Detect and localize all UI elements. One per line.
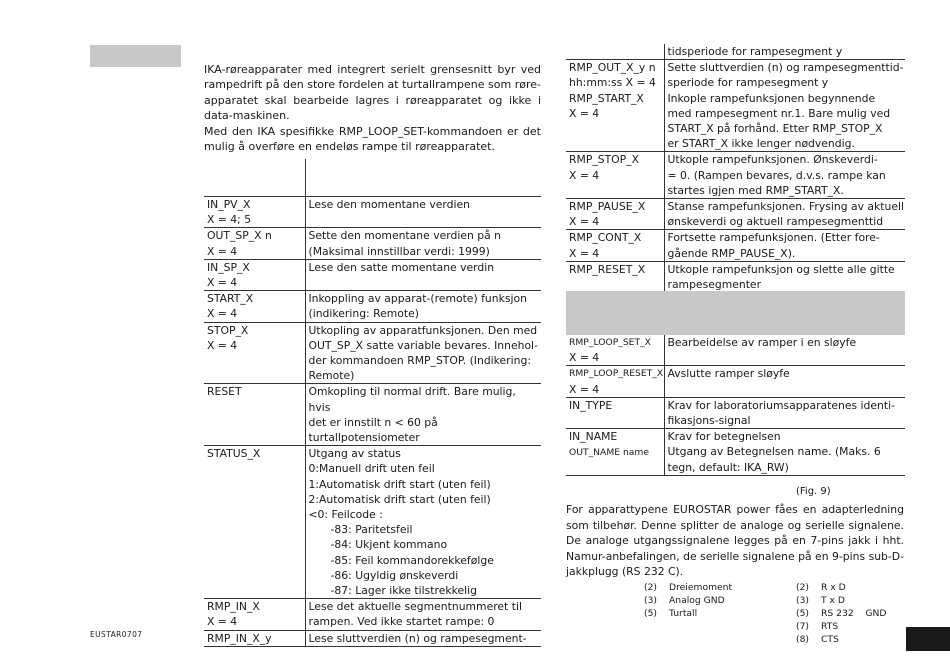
- command-text: X = 4: [207, 338, 238, 352]
- table-row: [566, 230, 905, 261]
- error-code-text: -83: Paritetsfeil: [330, 523, 413, 537]
- pin-item: [796, 620, 886, 633]
- table-row: [566, 91, 905, 152]
- description-text: 1:Automatisk drift start (uten feil): [308, 477, 491, 491]
- description-text: START_X på forhånd. Etter RMP_STOP_X: [667, 122, 883, 136]
- left-command-table: [204, 159, 541, 647]
- description-text: Utgang av Betegnelsen name. (Maks. 6: [667, 445, 881, 459]
- figure-label: (Fig. 9): [796, 486, 831, 497]
- pin-number: (2): [796, 582, 810, 593]
- description-cell: [664, 199, 905, 230]
- command-text: X = 4: [207, 307, 238, 321]
- table-row: [204, 291, 541, 322]
- command-text: START_X: [207, 292, 254, 306]
- description-text: 0:Manuell drift uten feil: [308, 462, 435, 476]
- command-text: OUT_NAME name: [569, 447, 650, 459]
- command-text: hh:mm:ss X = 4: [569, 76, 656, 90]
- table-row: [204, 228, 541, 259]
- command-cell: [204, 599, 305, 630]
- description-cell: [305, 630, 541, 646]
- pin-label: RTS: [821, 621, 839, 632]
- right-command-table-2: [566, 335, 905, 476]
- description-text: = 0. (Rampen bevares, d.v.s. rampe kan: [667, 168, 886, 182]
- description-cell: [305, 322, 541, 384]
- pin-label: Turtall: [669, 608, 698, 619]
- pin-number: (2): [644, 582, 658, 593]
- description-text: Krav for laboratoriumsapparatenes identi-: [667, 398, 896, 412]
- pin-label: Dreiemoment: [669, 582, 733, 593]
- command-cell: [566, 429, 664, 476]
- description-text: Omkopling til normal drift. Bare mulig, hvis: [308, 385, 516, 414]
- command-cell: [566, 60, 664, 91]
- description-cell: [305, 446, 541, 599]
- description-cell: [305, 228, 541, 259]
- command-text: IN_PV_X: [207, 198, 251, 211]
- command-text: IN_NAME: [569, 430, 618, 444]
- description-cell: [305, 197, 541, 228]
- description-text: Utkople rampefunksjon og slette alle gitte: [667, 262, 895, 276]
- pin-label: Analog GND: [669, 595, 725, 606]
- table-row: [204, 259, 541, 290]
- description-cell: [664, 44, 905, 60]
- pin-number: (3): [796, 595, 810, 606]
- description-text: Avslutte ramper sløyfe: [667, 367, 790, 381]
- pin-number: (8): [796, 634, 810, 645]
- command-text: X = 4: [207, 276, 238, 290]
- table-group-header: [566, 291, 905, 335]
- command-text: IN_SP_X: [207, 260, 250, 274]
- command-cell: [204, 384, 305, 446]
- pin-list-serial: [796, 581, 886, 646]
- description-cell: [664, 261, 905, 292]
- error-code-text: -86: Ugyldig ønskeverdi: [330, 568, 459, 582]
- description-cell: [305, 384, 541, 446]
- error-code-text: -87: Lager ikke tilstrekkelig: [330, 584, 477, 598]
- table-row: [204, 630, 541, 646]
- table-row: [566, 366, 905, 397]
- description-cell: [664, 91, 905, 152]
- command-text: X = 4: [207, 244, 238, 258]
- description-text: gående RMP_PAUSE_X).: [667, 246, 796, 260]
- description-text: Lese den momentane verdien: [308, 198, 470, 211]
- command-text: X = 4: [569, 168, 600, 182]
- command-text: RMP_CONT_X: [569, 231, 642, 245]
- table-row: [204, 197, 541, 228]
- pin-label: RS 232 GND: [821, 608, 887, 619]
- description-text: Krav for betegnelsen: [667, 430, 781, 444]
- command-cell: [204, 259, 305, 290]
- command-text: X = 4: [207, 615, 238, 629]
- command-cell: [204, 228, 305, 259]
- pin-item: [644, 594, 732, 607]
- command-text: X = 4: [569, 351, 600, 365]
- pin-number: (7): [796, 621, 810, 632]
- description-text: Fortsette rampefunksjonen. (Etter fore-: [667, 231, 880, 245]
- description-text: speriode for rampesegment y: [667, 76, 829, 90]
- command-text: RMP_LOOP_RESET_X: [569, 368, 664, 380]
- command-text: RMP_LOOP_SET_X: [569, 337, 651, 348]
- description-text: Lese sluttverdien (n) og rampesegment-: [308, 631, 527, 645]
- pin-number: (5): [796, 608, 810, 619]
- command-text: X = 4: [569, 246, 600, 260]
- description-text: rampesegmenter: [667, 278, 762, 292]
- table-row: [204, 322, 541, 384]
- pin-item: [796, 594, 886, 607]
- description-cell: [664, 60, 905, 91]
- command-text: X = 4: [569, 106, 600, 120]
- table-row: [566, 335, 905, 366]
- table-header-row: [204, 159, 541, 197]
- description-text: Sette den momentane verdien på n: [308, 229, 501, 243]
- command-cell: [566, 199, 664, 230]
- command-text: RMP_PAUSE_X: [569, 200, 646, 214]
- description-text: Inkoppling av apparat-(remote) funksjon: [308, 292, 527, 306]
- table-row: [566, 397, 905, 428]
- command-text: STOP_X: [207, 323, 249, 337]
- command-text: RESET: [207, 385, 242, 399]
- command-cell: [204, 197, 305, 228]
- description-text: Lese det aktuelle segmentnummeret til: [308, 600, 522, 614]
- right-command-table: [566, 44, 905, 293]
- table-row: [204, 599, 541, 630]
- command-cell: [566, 261, 664, 292]
- description-text: ønskeverdi og aktuell rampesegmenttid: [667, 215, 884, 229]
- command-text: RMP_IN_X: [207, 600, 260, 614]
- footer-code: EUSTAR0707: [90, 630, 143, 639]
- command-cell: [204, 630, 305, 646]
- command-cell: [566, 230, 664, 261]
- description-text: 2:Automatisk drift start (uten feil): [308, 492, 491, 506]
- command-cell: [566, 152, 664, 199]
- description-text: <0: Feilcode :: [308, 508, 383, 522]
- command-text: RMP_IN_X_y: [207, 631, 272, 645]
- description-text: Stanse rampefunksjonen. Frysing av aktuell: [667, 200, 905, 214]
- table-row: [566, 199, 905, 230]
- table-row: [204, 446, 541, 599]
- command-text: X = 4: [569, 382, 600, 396]
- command-cell: [566, 366, 664, 397]
- command-cell: [204, 322, 305, 384]
- table-row: [566, 44, 905, 60]
- adapter-paragraph: For apparattypene EUROSTAR power fåes en adapterledning som tilbehør. Denne splitter de analoge og serielle signalene. De analoge utgangssignalene legges på en 7-pins jakk i hht. Namur-anbefalingen, de serielle signalene på en 9-pins sub-D-jakkplugg (RS 232 C).: [566, 503, 904, 579]
- pin-item: [644, 607, 732, 620]
- pin-number: (5): [644, 608, 658, 619]
- description-cell: [664, 335, 905, 366]
- description-text: er START_X ikke lenger nødvendig.: [667, 137, 855, 151]
- description-text: Sette sluttverdien (n) og rampesegmenttid-: [667, 61, 904, 75]
- page-tab-marker: [906, 627, 950, 651]
- command-text: RMP_START_X: [569, 91, 644, 105]
- pin-item: [796, 607, 886, 620]
- command-cell: [204, 291, 305, 322]
- description-text: Utkople rampefunksjonen. Ønskeverdi-: [667, 153, 878, 167]
- command-text: IN_TYPE: [569, 398, 613, 412]
- description-cell: [305, 291, 541, 322]
- description-text: der kommandoen RMP_STOP. (Indikering:: [308, 354, 531, 368]
- description-text: med rampesegment nr.1. Bare mulig ved: [667, 106, 891, 120]
- description-text: OUT_SP_X satte variable bevares. Innehol-: [308, 338, 538, 352]
- description-text: tegn, default: IKA_RW): [667, 460, 789, 474]
- description-text: Lese den satte momentane verdin: [308, 260, 495, 274]
- description-text: startes igjen med RMP_START_X.: [667, 183, 844, 197]
- table-row: [566, 261, 905, 292]
- description-text: det er innstilt n < 60 på turtallpotensiometer: [308, 415, 438, 445]
- command-text: RMP_STOP_X: [569, 153, 639, 167]
- description-cell: [664, 230, 905, 261]
- intro-text: [204, 62, 541, 154]
- description-cell: [305, 599, 541, 630]
- command-text: [569, 444, 664, 460]
- pin-label: T x D: [821, 595, 845, 606]
- command-cell: [566, 44, 664, 60]
- pin-list-analog: [644, 581, 732, 620]
- pin-item: [644, 581, 732, 594]
- section-header-bar: [90, 45, 181, 67]
- intro-paragraph-1: IKA-røreapparater med integrert serielt grensesnitt byr ved rampedrift på den store fordelen at turtallrampene som røre-apparatet skal bearbeide lagres i røreapparatet og ikke i data-maskinen.: [204, 63, 541, 123]
- description-cell: [664, 397, 905, 428]
- command-cell: [204, 446, 305, 599]
- description-cell: [305, 259, 541, 290]
- command-cell: [566, 335, 664, 366]
- command-text: X = 4; 5: [207, 213, 252, 227]
- description-text: Bearbeidelse av ramper i en sløyfe: [667, 336, 857, 349]
- command-cell: [566, 397, 664, 428]
- description-text: Remote): [308, 369, 355, 383]
- pin-item: [796, 633, 886, 646]
- command-cell: [566, 91, 664, 152]
- command-text: RMP_OUT_X_y n: [569, 61, 656, 75]
- pin-label: R x D: [821, 582, 846, 593]
- description-text: Inkople rampefunksjonen begynnende: [667, 91, 876, 105]
- error-code-text: -85: Feil kommandorekkefølge: [330, 553, 494, 567]
- command-text: STATUS_X: [207, 447, 261, 461]
- command-text: OUT_SP_X n: [207, 229, 272, 243]
- table-row: [204, 384, 541, 446]
- description-text: tidsperiode for rampesegment y: [667, 45, 843, 58]
- description-text: (Maksimal innstillbar verdi: 1999): [308, 244, 490, 258]
- description-text: Utgang av status: [308, 447, 401, 461]
- table-row: [566, 60, 905, 91]
- table-row: [566, 429, 905, 476]
- description-text: rampen. Ved ikke startet rampe: 0: [308, 615, 495, 629]
- table-row: [566, 152, 905, 199]
- description-text: (indikering: Remote): [308, 307, 419, 321]
- pin-item: [796, 581, 886, 594]
- error-code-text: -84: Ukjent kommano: [330, 538, 448, 552]
- pin-label: CTS: [821, 634, 839, 645]
- description-cell: [664, 429, 905, 476]
- command-text: RMP_RESET_X: [569, 262, 646, 276]
- command-text: X = 4: [569, 215, 600, 229]
- description-text: fikasjons-signal: [667, 414, 751, 428]
- description-cell: [664, 152, 905, 199]
- pin-number: (3): [644, 595, 658, 606]
- description-cell: [664, 366, 905, 397]
- description-text: Utkopling av apparatfunksjonen. Den med: [308, 323, 538, 337]
- intro-paragraph-2: Med den IKA spesifikke RMP_LOOP_SET-kommandoen er det mulig å overføre en endeløs rampe til røreapparatet.: [204, 124, 541, 154]
